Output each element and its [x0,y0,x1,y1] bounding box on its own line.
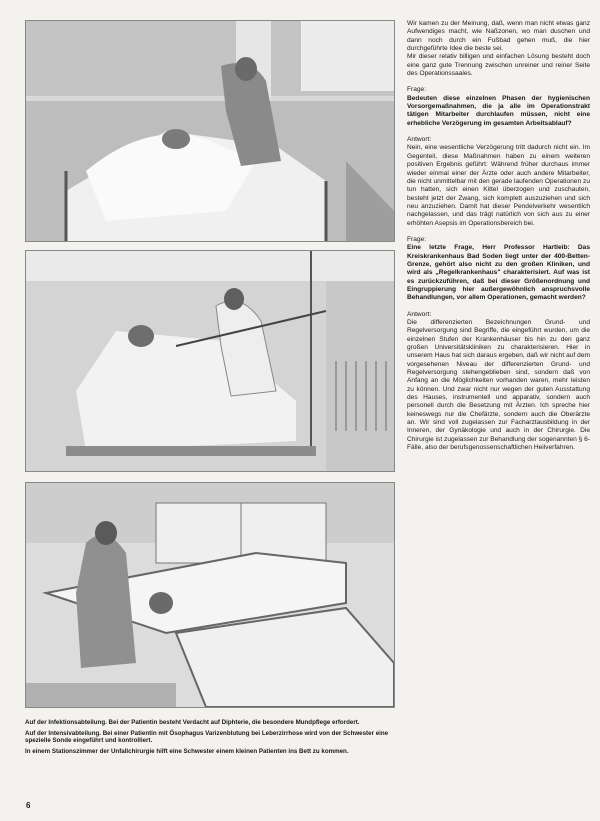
caption-photo-3: In einem Stationszimmer der Unfallchirurgie hilft eine Schwester einem kleinen Patienten ins Bett zu kommen. [25,747,349,755]
photo-infection-ward-image [26,21,394,241]
photo-intensive-care-image [26,251,394,471]
interview-column [407,20,590,453]
caption-photo-1: Auf der Infektionsabteilung. Bei der Patientin besteht Verdacht auf Diphterie, die besondere Mundpflege erfordert. [25,719,360,726]
photo-trauma-ward [25,482,395,708]
intro-paragraph-2: Mir dieser relativ billigen und einfachen Lösung besteht doch eine ganz gute Trennung zwischen unreiner und reiner Seite des Operationssaales. [407,53,590,78]
answer-1-text: Nein, eine wesentliche Verzögerung tritt dadurch nicht ein. Im Gegenteil, diese Maßnahmen haben zu einem weiteren positiven Ergebnis geführt: Während früher durchaus immer wieder einmal einer der Ärzte oder auch andere Mitarbeiter, die nicht unmittelbar mit den gerade laufenden Operationen zu tun hatten, sich einen Kittel überzogen und zuschauten, besteht jetzt der Zwang, sich komplett auszuziehen und sich neu anzuziehen. Damit hat dieser Pendelverkehr wesentlich nachgelassen, und das trägt natürlich von sich aus zu einer erhöhten Asepsis im Operationsbereich bei. [407,144,590,227]
question-2-text: Eine letzte Frage, Herr Professor Hartleib: Das Kreiskrankenhaus Bad Soden liegt unter der 400-Betten-Grenze, gehört also nicht zu den großen Kliniken, und wird als „Regelkrankenhaus" charakterisiert. Auf was ist es zurückzuführen, daß bei dieser Größenordnung und Eingruppierung hier außergewöhnlich anspruchsvolle Behandlungen, vor allem Operationen, gemacht werden? [407,244,590,302]
question-1-text: Bedeuten diese einzelnen Phasen der hygienischen Vorsorgemaßnahmen, die ja alle im Operationstrakt tätigen Mitarbeiter durchlaufen müssen, nicht eine erhebliche Verzögerung im gesamten Arbeitsablauf? [407,94,590,127]
photo-infection-ward [25,20,395,242]
question-1-label: Frage: [407,86,427,94]
page-number: 6 [26,801,31,810]
answer-2-label: Antwort: [407,310,432,318]
answer-1-label: Antwort: [407,136,432,144]
photo-intensive-care [25,250,395,472]
question-2-label: Frage: [407,235,427,243]
photo-trauma-ward-image [26,483,394,707]
photo-captions [25,719,393,758]
caption-photo-2: Auf der Intensivabteilung. Bei einer Patientin mit Ösophagus Varizenblutung bei Leberzirrhose wird von der Schwester eine spezielle Sonde eingeführt und kontrolliert. [25,729,389,745]
intro-paragraph-1: Wir kamen zu der Meinung, daß, wenn man nicht etwas ganz Aufwendiges macht, wie Naßzonen, wo man duschen und dann noch durch ein Fußbad gehen muß, die hier durchgeführte Idee die beste sei. [407,20,590,53]
answer-2-text: Die differenzierten Bezeichnungen Grund- und Regelversorgung sind Begriffe, die eingeführt wurden, um die einzelnen Stufen der Krankenhäuser bis hin zu den ganz großen Universitätskliniken zu charakterisieren. Hier in unserem Haus hat sich daraus ergeben, daß wir nicht auf dem vorgesehenen Niveau der differenzierten Grund- und Regelversorgung stehengeblieben sind, sondern daß von Anfang an die Möglichkeiten vorhanden waren, mehr leisten zu können. Und zwar nicht nur wegen der guten Ausstattung des Hauses, instrumentell und apparativ, sondern auch personell durch die Besetzung mit Ärzten. Ich spreche hier keineswegs nur die Chefärzte, sondern auch die Oberärzte an. Wir sind voll zugelassen zur Facharztausbildung in der Inneren, der Gynäkologie und auch in der Chirurgie. Die Chirurgie ist zugelassen zur Behandlung der sogenannten § 6-Fälle, also der berufsgenossenschaftlichen Heilverfahren. [407,319,590,452]
